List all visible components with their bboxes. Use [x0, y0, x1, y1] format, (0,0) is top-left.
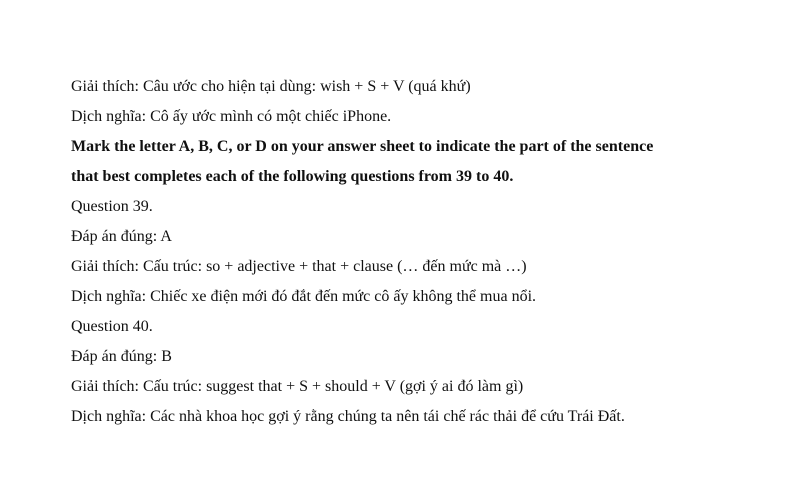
translation-line-q40: Dịch nghĩa: Các nhà khoa học gợi ý rằng chúng ta nên tái chế rác thải để cứu Trái Đất.: [71, 408, 625, 425]
document-body: [71, 72, 731, 432]
translation-line-q39: Dịch nghĩa: Chiếc xe điện mới đó đắt đến mức cô ấy không thể mua nổi.: [71, 288, 537, 305]
question-40-heading: Question 40.: [71, 318, 153, 335]
translation-line-q38: Dịch nghĩa: Cô ấy ước mình có một chiếc iPhone.: [71, 108, 392, 125]
section-instruction-line-2: that best completes each of the following questions from 39 to 40.: [71, 168, 514, 185]
section-instruction-line-1: Mark the letter A, B, C, or D on your answer sheet to indicate the part of the sentence: [71, 138, 654, 155]
answer-line-q39: Đáp án đúng: A: [71, 228, 172, 245]
question-39-heading: Question 39.: [71, 198, 153, 215]
explanation-line-q40: Giải thích: Cấu trúc: suggest that + S + should + V (gợi ý ai đó làm gì): [71, 378, 524, 395]
explanation-line-q38: Giải thích: Câu ước cho hiện tại dùng: wish + S + V (quá khứ): [71, 78, 471, 95]
answer-line-q40: Đáp án đúng: B: [71, 348, 172, 365]
explanation-line-q39: Giải thích: Cấu trúc: so + adjective + that + clause (… đến mức mà …): [71, 258, 527, 275]
